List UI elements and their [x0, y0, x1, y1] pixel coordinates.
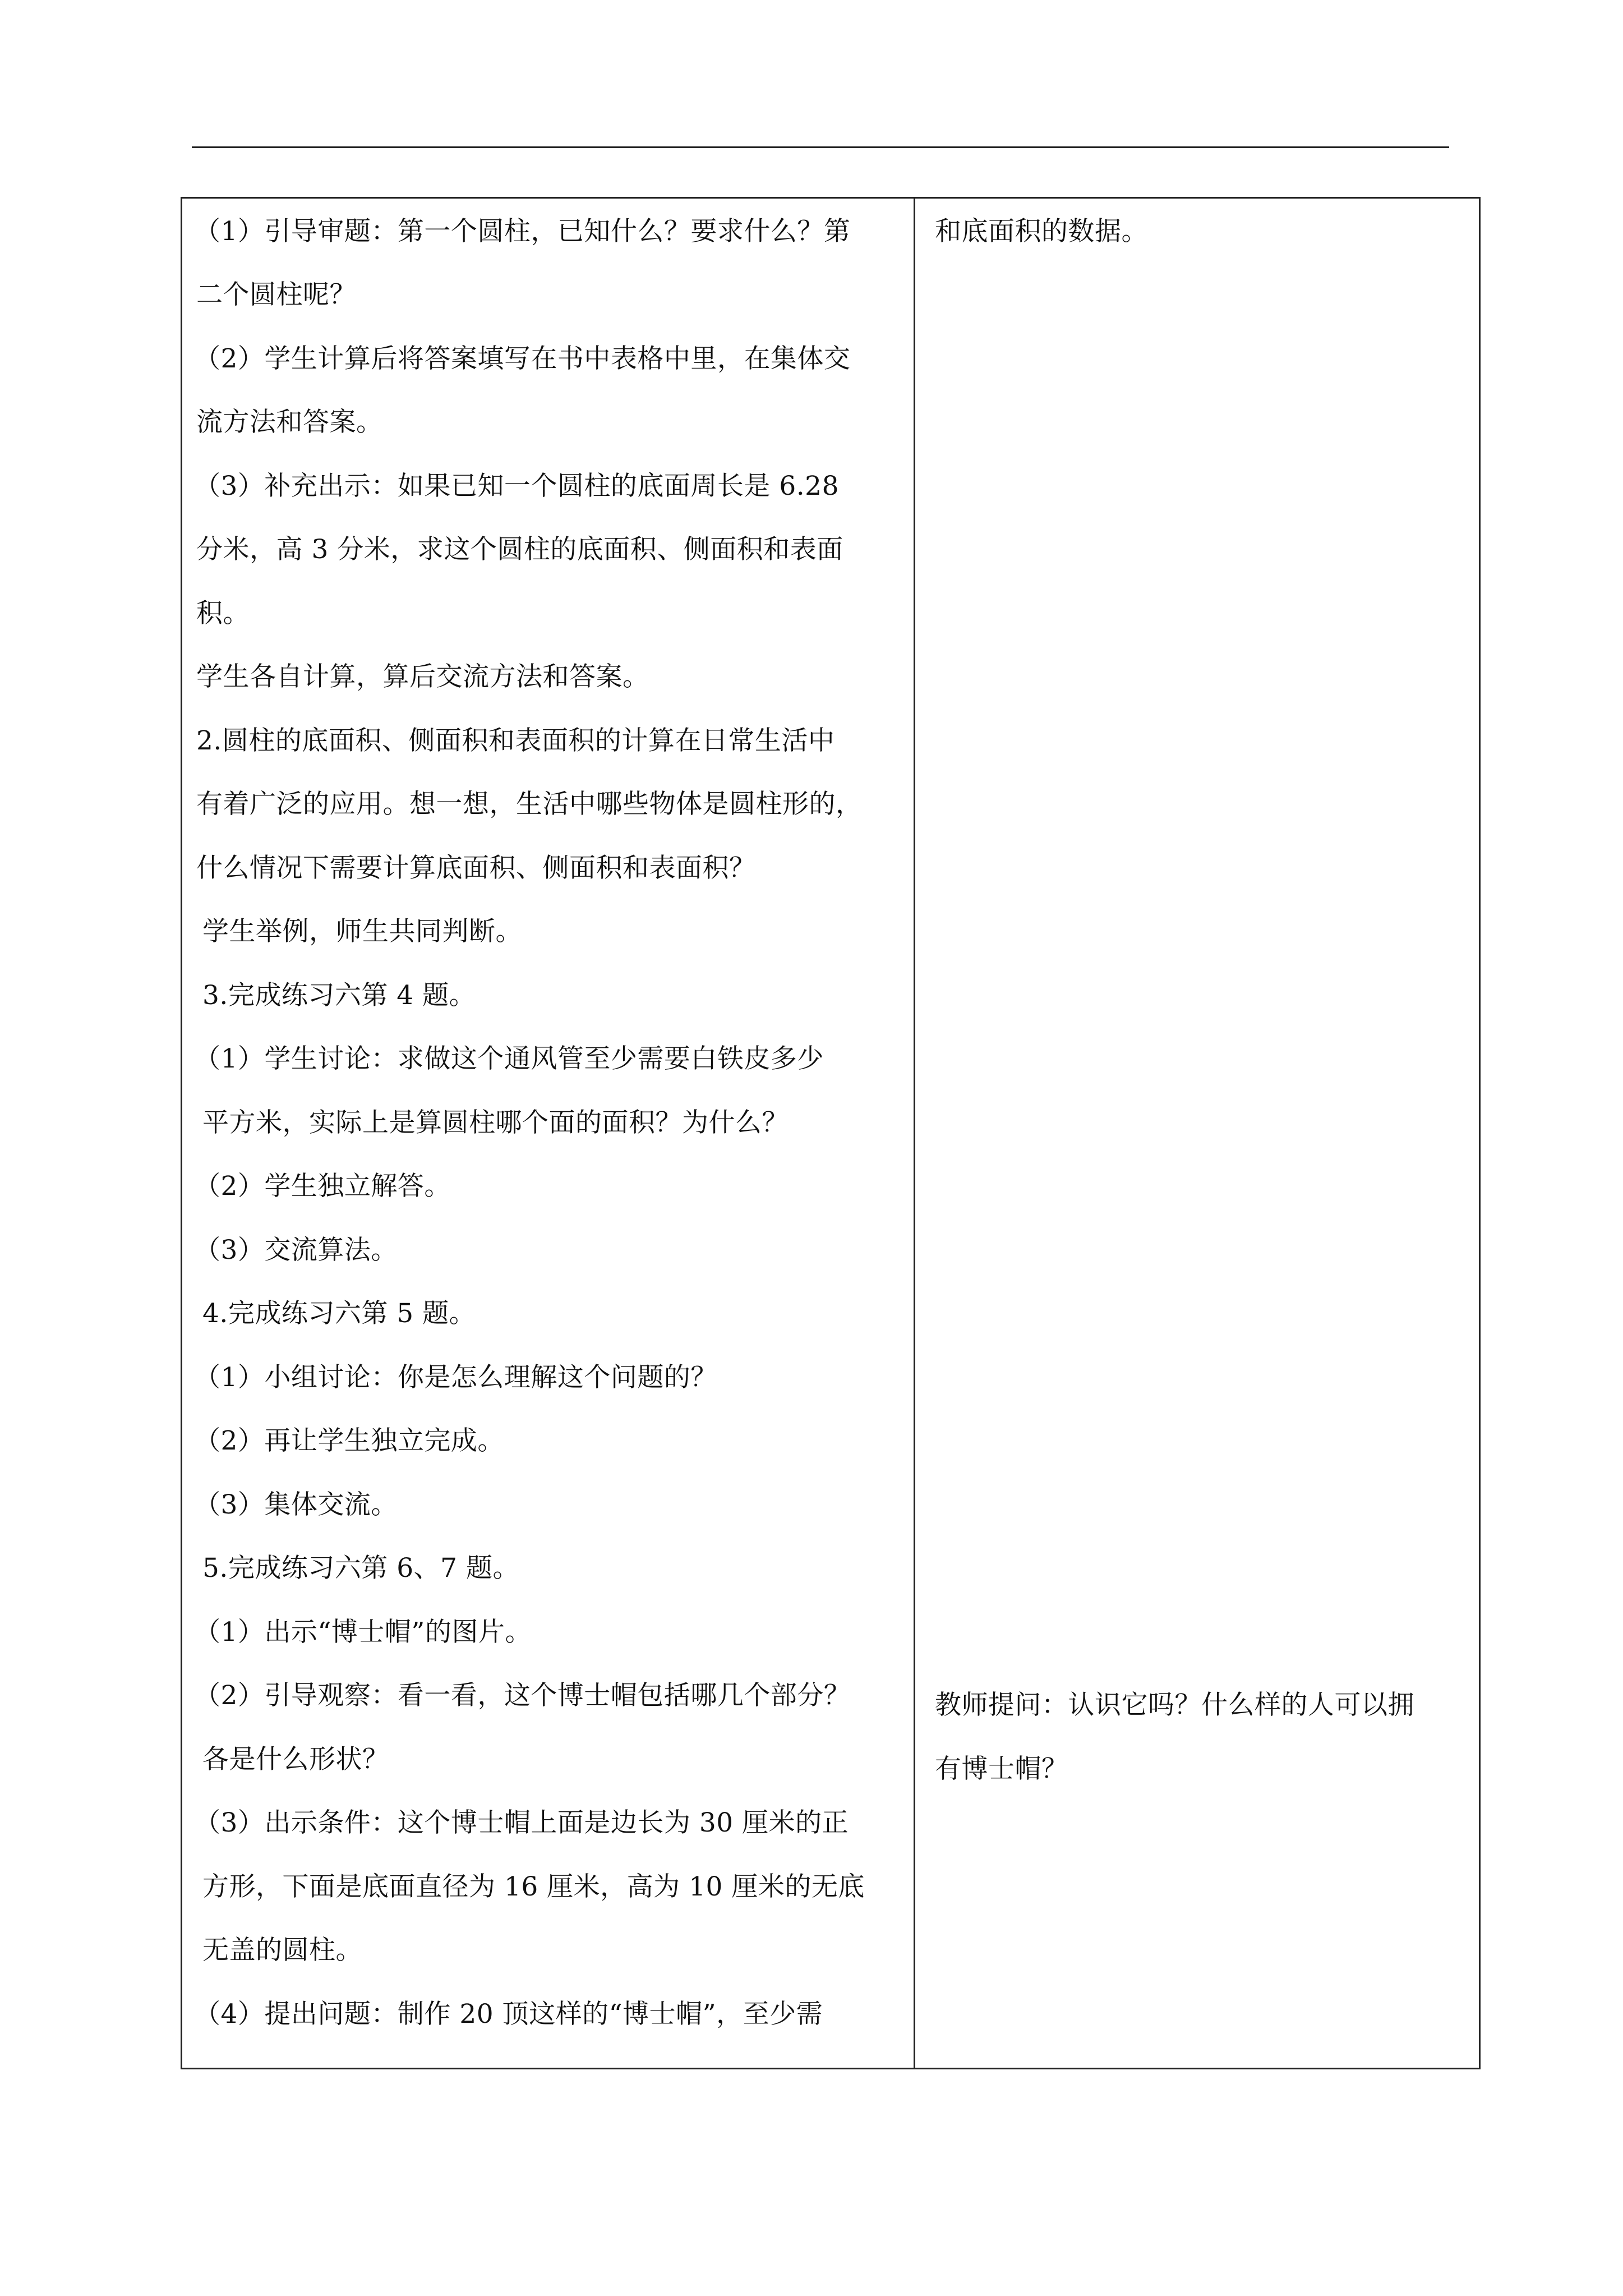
design-intent-column	[915, 199, 1481, 2068]
text-line: （2）学生计算后将答案填写在书中表格中里，在集体交	[194, 343, 851, 374]
text-line: 方形，下面是底面直径为 16 厘米，高为 10 厘米的无底	[202, 1871, 865, 1902]
text-line: 分米，高 3 分米，求这个圆柱的底面积、侧面积和表面	[196, 534, 843, 565]
text-line: （1）出示“博士帽”的图片。	[194, 1617, 532, 1648]
text-line: 学生各自计算，算后交流方法和答案。	[196, 661, 649, 692]
text-line: （3）补充出示：如果已知一个圆柱的底面周长是 6.28	[194, 471, 839, 501]
text-line: （2）学生独立解答。	[194, 1171, 451, 1202]
text-line: 5.完成练习六第 6、7 题。	[202, 1553, 520, 1584]
text-line: 和底面积的数据。	[935, 216, 1148, 247]
text-line: （1）小组讨论：你是怎么理解这个问题的？	[194, 1362, 717, 1393]
text-line: （1）学生讨论：求做这个通风管至少需要白铁皮多少	[194, 1043, 824, 1074]
lesson-table	[181, 197, 1481, 2069]
text-line: （3）集体交流。	[194, 1489, 398, 1520]
text-line: （3）出示条件：这个博士帽上面是边长为 30 厘米的正	[194, 1807, 849, 1838]
text-line: 2.圆柱的底面积、侧面积和表面积的计算在日常生活中	[196, 725, 835, 756]
text-line: 流方法和答案。	[196, 407, 383, 438]
text-line: （2）再让学生独立完成。	[194, 1425, 504, 1456]
text-line: 4.完成练习六第 5 题。	[202, 1298, 476, 1329]
text-line: 有博士帽？	[935, 1754, 1068, 1784]
text-line: （2）引导观察：看一看，这个博士帽包括哪几个部分？	[194, 1680, 851, 1711]
text-line: 教师提问：认识它吗？什么样的人可以拥	[935, 1690, 1414, 1720]
text-line: 积。	[196, 598, 250, 629]
text-line: 3.完成练习六第 4 题。	[202, 980, 476, 1011]
text-line: 无盖的圆柱。	[202, 1935, 362, 1966]
text-line: （4）提出问题：制作 20 顶这样的“博士帽”，至少需	[194, 1999, 823, 2030]
text-line: 学生举例，师生共同判断。	[202, 916, 522, 947]
text-line: （3）交流算法。	[194, 1235, 398, 1266]
header-rule	[192, 146, 1449, 148]
text-line: 有着广泛的应用。想一想，生活中哪些物体是圆柱形的，	[196, 789, 863, 820]
text-line: （1）引导审题：第一个圆柱，已知什么？要求什么？第	[194, 216, 851, 247]
text-line: 二个圆柱呢？	[196, 279, 356, 310]
text-line: 什么情况下需要计算底面积、侧面积和表面积？	[196, 853, 756, 884]
teaching-process-column	[182, 199, 914, 2068]
text-line: 各是什么形状？	[202, 1744, 389, 1775]
text-line: 平方米，实际上是算圆柱哪个面的面积？为什么？	[202, 1107, 789, 1138]
